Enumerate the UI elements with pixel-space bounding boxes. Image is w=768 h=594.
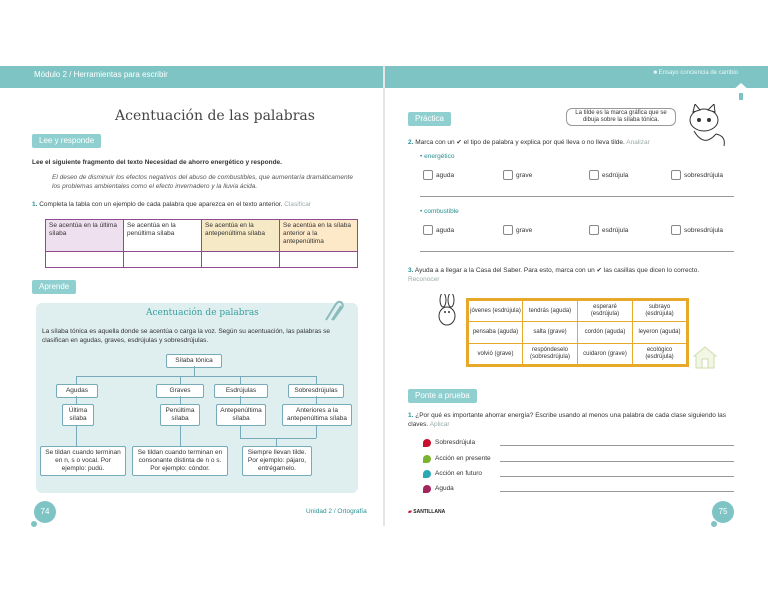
page-dot (711, 521, 717, 527)
question-3: 3. Ayuda a a llegar a la Casa del Saber. Para esto, marca con un ✔ las casillas que dicen lo correcto. Reconocer (408, 267, 700, 283)
connector (276, 438, 277, 446)
connector (76, 396, 77, 404)
grid-cell[interactable]: jóvenes (esdrújula) (468, 300, 523, 322)
checkbox-esdrujula-2[interactable] (589, 225, 599, 235)
page-number-left: 74 (34, 501, 56, 523)
connector (316, 376, 317, 384)
module-label: Módulo 2 / Herramientas para escribir (34, 70, 168, 79)
classification-table (45, 219, 358, 268)
option-label: aguda (436, 227, 455, 234)
purple-drop-icon (423, 485, 431, 493)
box-title: Acentuación de palabras (146, 308, 259, 318)
paperclip-icon (320, 300, 348, 322)
intro-text: Lee el siguiente fragmento del texto Necesidad de ahorro energético y responde. (32, 159, 282, 166)
rule-esdrujulas: Siempre llevan tilde. Por ejemplo: pájaro, entrégamelo. (242, 446, 312, 476)
maze-grid (466, 298, 689, 367)
option-label: esdrújula (602, 172, 629, 179)
tab-ponte-a-prueba: Ponte a prueba (408, 389, 477, 403)
rabbit-icon (434, 294, 460, 328)
house-outline-icon (692, 344, 718, 370)
option-label: grave (516, 227, 533, 234)
house-icon (730, 80, 752, 102)
key-label: Acción en futuro (435, 470, 482, 477)
grid-cell[interactable]: salta (grave) (523, 322, 578, 344)
prueba-question-1: 1. ¿Por qué es importante ahorrar energía? Escribe usando al menos una palabra de cada clase siguiendo las claves. Aplicar (408, 412, 726, 428)
table-header: Se acentúa en la antepenúltima sílaba (202, 220, 280, 252)
node-penultima: Penúltima sílaba (160, 404, 200, 426)
grid-cell[interactable]: esperaré (esdrújula) (578, 300, 633, 322)
checkbox-sobresdrujula-1[interactable] (671, 170, 681, 180)
table-header: Se acentúa en la penúltima sílaba (124, 220, 202, 252)
checkbox-aguda-1[interactable] (423, 170, 433, 180)
checkbox-grave-2[interactable] (503, 225, 513, 235)
checkbox-sobresdrujula-2[interactable] (671, 225, 681, 235)
answer-line[interactable] (420, 251, 734, 252)
option-label: sobresdrújula (684, 172, 724, 179)
key-label: Sobresdrújula (435, 439, 476, 446)
node-esdrujulas: Esdrújulas (214, 384, 268, 398)
page-dot (31, 521, 37, 527)
grid-cell[interactable]: respóndeselo (sobresdrújula) (523, 344, 578, 366)
node-ultima: Última sílaba (62, 404, 94, 426)
teal-drop-icon (423, 470, 431, 478)
footer-unit: Unidad 2 / Ortografía (306, 508, 367, 515)
option-label: sobresdrújula (684, 227, 724, 234)
rule-agudas: Se tildan cuando terminan en n, s o vocal. Por ejemplo: pudú. (40, 446, 126, 476)
answer-cell[interactable] (46, 252, 124, 268)
node-root: Sílaba tónica (166, 354, 222, 368)
answer-cell[interactable] (280, 252, 358, 268)
option-label: aguda (436, 172, 455, 179)
table-header: Se acentúa en la sílaba anterior a la antepenúltima (280, 220, 358, 252)
checkbox-esdrujula-1[interactable] (589, 170, 599, 180)
word-energetico: • energético (420, 153, 455, 160)
connector (316, 426, 317, 438)
answer-cell[interactable] (202, 252, 280, 268)
publisher-logo: ▰ SANTILLANA (408, 509, 446, 515)
page-title: Acentuación de las palabras (115, 108, 315, 124)
rule-graves: Se tildan cuando terminan en consonante distinta de n o s. Por ejemplo: cóndor. (132, 446, 228, 476)
tab-practica: Práctica (408, 112, 451, 126)
grid-cell[interactable]: volvió (grave) (468, 344, 523, 366)
checkbox-grave-1[interactable] (503, 170, 513, 180)
connector (76, 426, 77, 446)
tab-aprende: Aprende (32, 280, 76, 294)
option-label: grave (516, 172, 533, 179)
connector (180, 376, 181, 384)
connector (180, 426, 181, 446)
grid-cell[interactable]: ecológico (esdrújula) (633, 344, 688, 366)
connector (76, 376, 316, 377)
answer-cell[interactable] (124, 252, 202, 268)
word-combustible: • combustible (420, 208, 459, 215)
spine (383, 66, 385, 526)
key-label: Aguda (435, 485, 454, 492)
connector (76, 376, 77, 384)
question-2: 2. Marca con un ✔ el tipo de palabra y explica por qué lleva o no lleva tilde. Analizar (408, 139, 650, 146)
red-drop-icon (423, 439, 431, 447)
connector (180, 396, 181, 404)
grid-cell[interactable]: pensaba (aguda) (468, 322, 523, 344)
green-drop-icon (423, 455, 431, 463)
section-label: ■ Ensayo conciencia de cambio (653, 70, 738, 76)
answer-line[interactable] (420, 196, 734, 197)
grid-cell[interactable]: cordón (aguda) (578, 322, 633, 344)
connector (240, 426, 241, 438)
node-antepenultima: Antepenúltima sílaba (216, 404, 266, 426)
question-1: 1. Completa la tabla con un ejemplo de cada palabra que aparezca en el texto anterior. Clasificar (32, 201, 311, 208)
box-text: La sílaba tónica es aquella donde se acentúa o carga la voz. Según su acentuación, las palabras se clasifican en agudas, graves, esdrújulas y sobresdrújulas. (42, 328, 331, 344)
grid-cell[interactable]: subrayo (esdrújula) (633, 300, 688, 322)
grid-cell[interactable]: leyeron (aguda) (633, 322, 688, 344)
node-anteriores: Anteriores a la antepenúltima sílaba (282, 404, 352, 426)
table-header: Se acentúa en la última sílaba (46, 220, 124, 252)
page-number-right: 75 (712, 501, 734, 523)
node-sobresdrujulas: Sobresdrújulas (288, 384, 344, 398)
node-graves: Graves (156, 384, 204, 398)
grid-cell[interactable]: tendrás (aguda) (523, 300, 578, 322)
tip-bubble: La tilde es la marca gráfica que se dibuja sobre la sílaba tónica. (566, 108, 676, 126)
grid-cell[interactable]: cuidaron (grave) (578, 344, 633, 366)
key-label: Acción en presente (435, 455, 491, 462)
connector (240, 438, 316, 439)
answer-line[interactable] (500, 491, 734, 492)
connector (240, 396, 241, 404)
connector (316, 396, 317, 404)
quote-text: El deseo de disminuir los efectos negativos del abuso de combustibles, que aumentaría dramáticamente los problemas ambientales como el efecto invernadero y la lluvia ácida. (52, 174, 353, 190)
answer-line[interactable] (500, 461, 734, 462)
node-agudas: Agudas (56, 384, 98, 398)
answer-line[interactable] (500, 476, 734, 477)
checkbox-aguda-2[interactable] (423, 225, 433, 235)
tab-lee-y-responde: Lee y responde (32, 134, 101, 148)
connector (240, 376, 241, 384)
answer-line[interactable] (500, 445, 734, 446)
connector (194, 366, 195, 376)
option-label: esdrújula (602, 227, 629, 234)
